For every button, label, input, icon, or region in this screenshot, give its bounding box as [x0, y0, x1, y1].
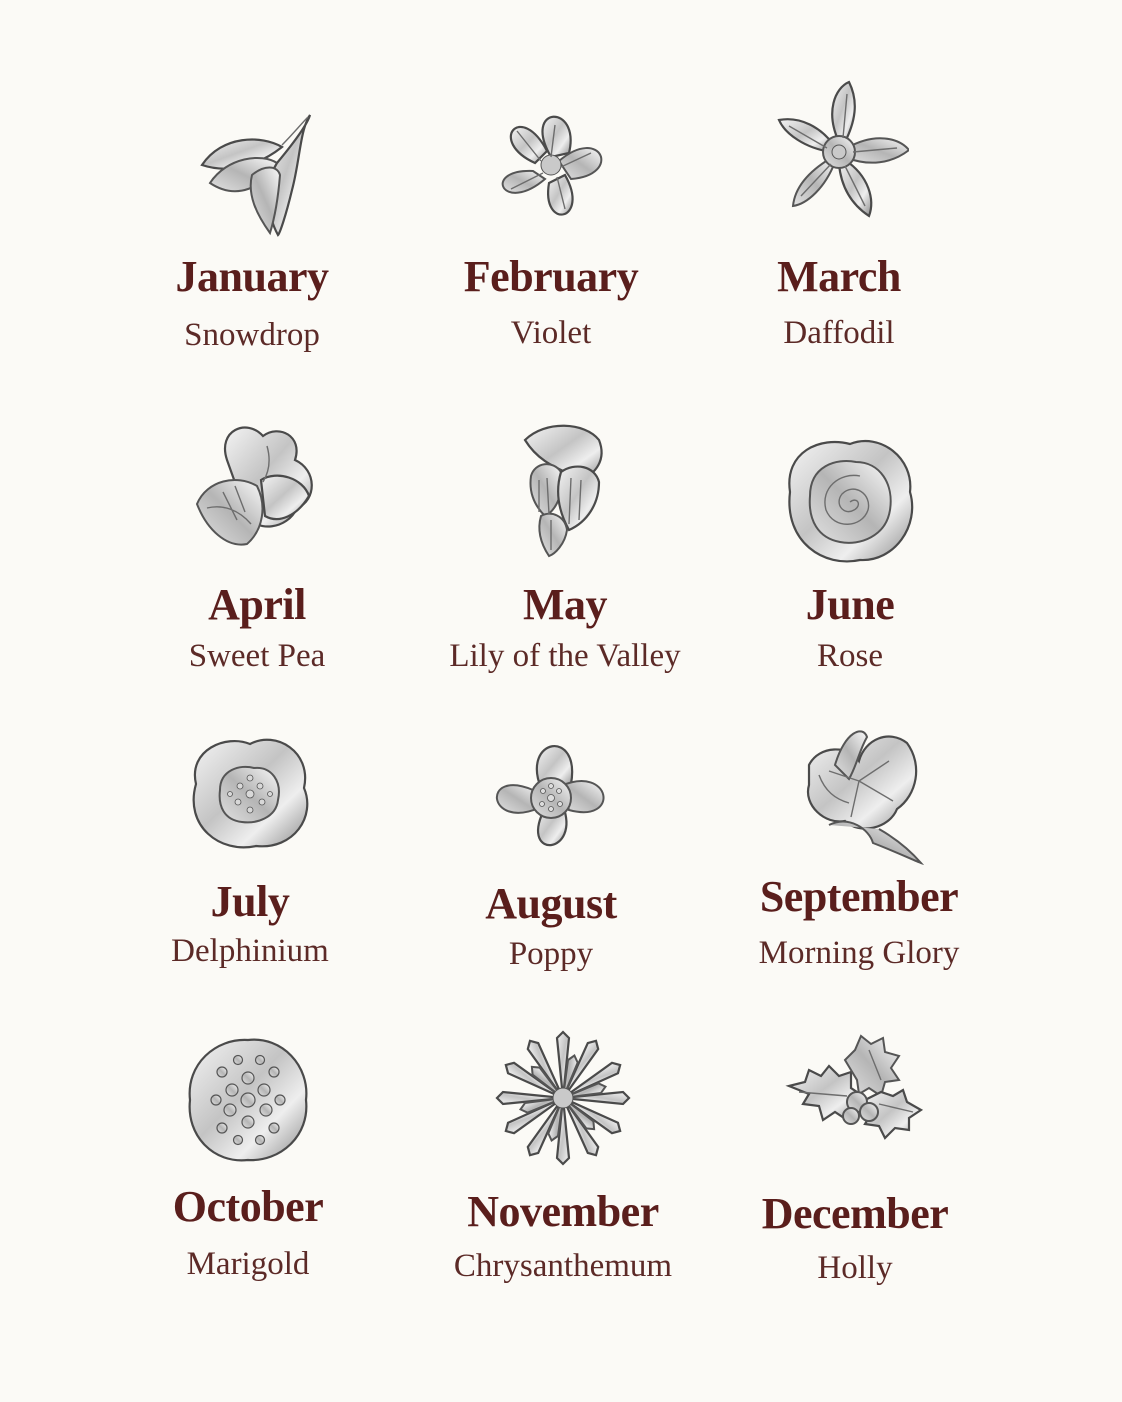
flower-label: Snowdrop: [184, 317, 320, 353]
month-cell-november: [398, 1030, 728, 1290]
flower-label: Violet: [510, 315, 592, 351]
rose-charm-icon: [780, 432, 920, 572]
month-cell-june: [685, 420, 1015, 680]
month-label: December: [761, 1189, 949, 1238]
month-label: October: [172, 1182, 324, 1231]
month-label: May: [522, 580, 608, 629]
violet-charm-icon: [481, 95, 621, 235]
month-label: August: [485, 879, 617, 928]
flower-label: Poppy: [508, 936, 594, 972]
morning-glory-charm-icon: [789, 725, 929, 865]
holly-charm-icon: [785, 1030, 925, 1170]
flower-label: Chrysanthemum: [453, 1248, 673, 1284]
month-cell-october: [83, 1030, 413, 1290]
month-label: July: [210, 877, 290, 926]
snowdrop-charm-icon: [182, 105, 322, 245]
poppy-charm-icon: [481, 730, 621, 870]
month-label: January: [175, 252, 329, 301]
flower-label: Delphinium: [171, 933, 329, 969]
month-label: February: [463, 252, 639, 301]
month-cell-february: [386, 95, 716, 355]
flower-label: Marigold: [186, 1246, 310, 1282]
month-label: June: [805, 580, 895, 629]
month-cell-july: [85, 730, 415, 990]
month-cell-december: [690, 1030, 1020, 1290]
flower-label: Morning Glory: [758, 935, 960, 971]
month-cell-september: [694, 725, 1024, 985]
delphinium-charm-icon: [180, 730, 320, 870]
flower-label: Lily of the Valley: [449, 638, 681, 674]
month-cell-march: [674, 80, 1004, 350]
marigold-charm-icon: [178, 1030, 318, 1170]
month-cell-august: [386, 730, 716, 990]
sweet-pea-charm-icon: [187, 420, 327, 560]
month-cell-april: [92, 420, 422, 680]
daffodil-charm-icon: [769, 80, 909, 220]
chrysanthemum-charm-icon: [493, 1030, 633, 1170]
month-label: November: [467, 1187, 659, 1236]
month-label: April: [208, 580, 306, 629]
month-cell-january: [87, 105, 417, 365]
month-label: September: [759, 872, 959, 921]
month-cell-may: [400, 420, 730, 680]
flower-label: Sweet Pea: [188, 638, 326, 674]
month-label: March: [777, 252, 901, 301]
flower-label: Daffodil: [783, 315, 895, 351]
flower-label: Rose: [817, 638, 883, 674]
lily-of-the-valley-charm-icon: [495, 420, 635, 560]
flower-label: Holly: [817, 1250, 893, 1286]
